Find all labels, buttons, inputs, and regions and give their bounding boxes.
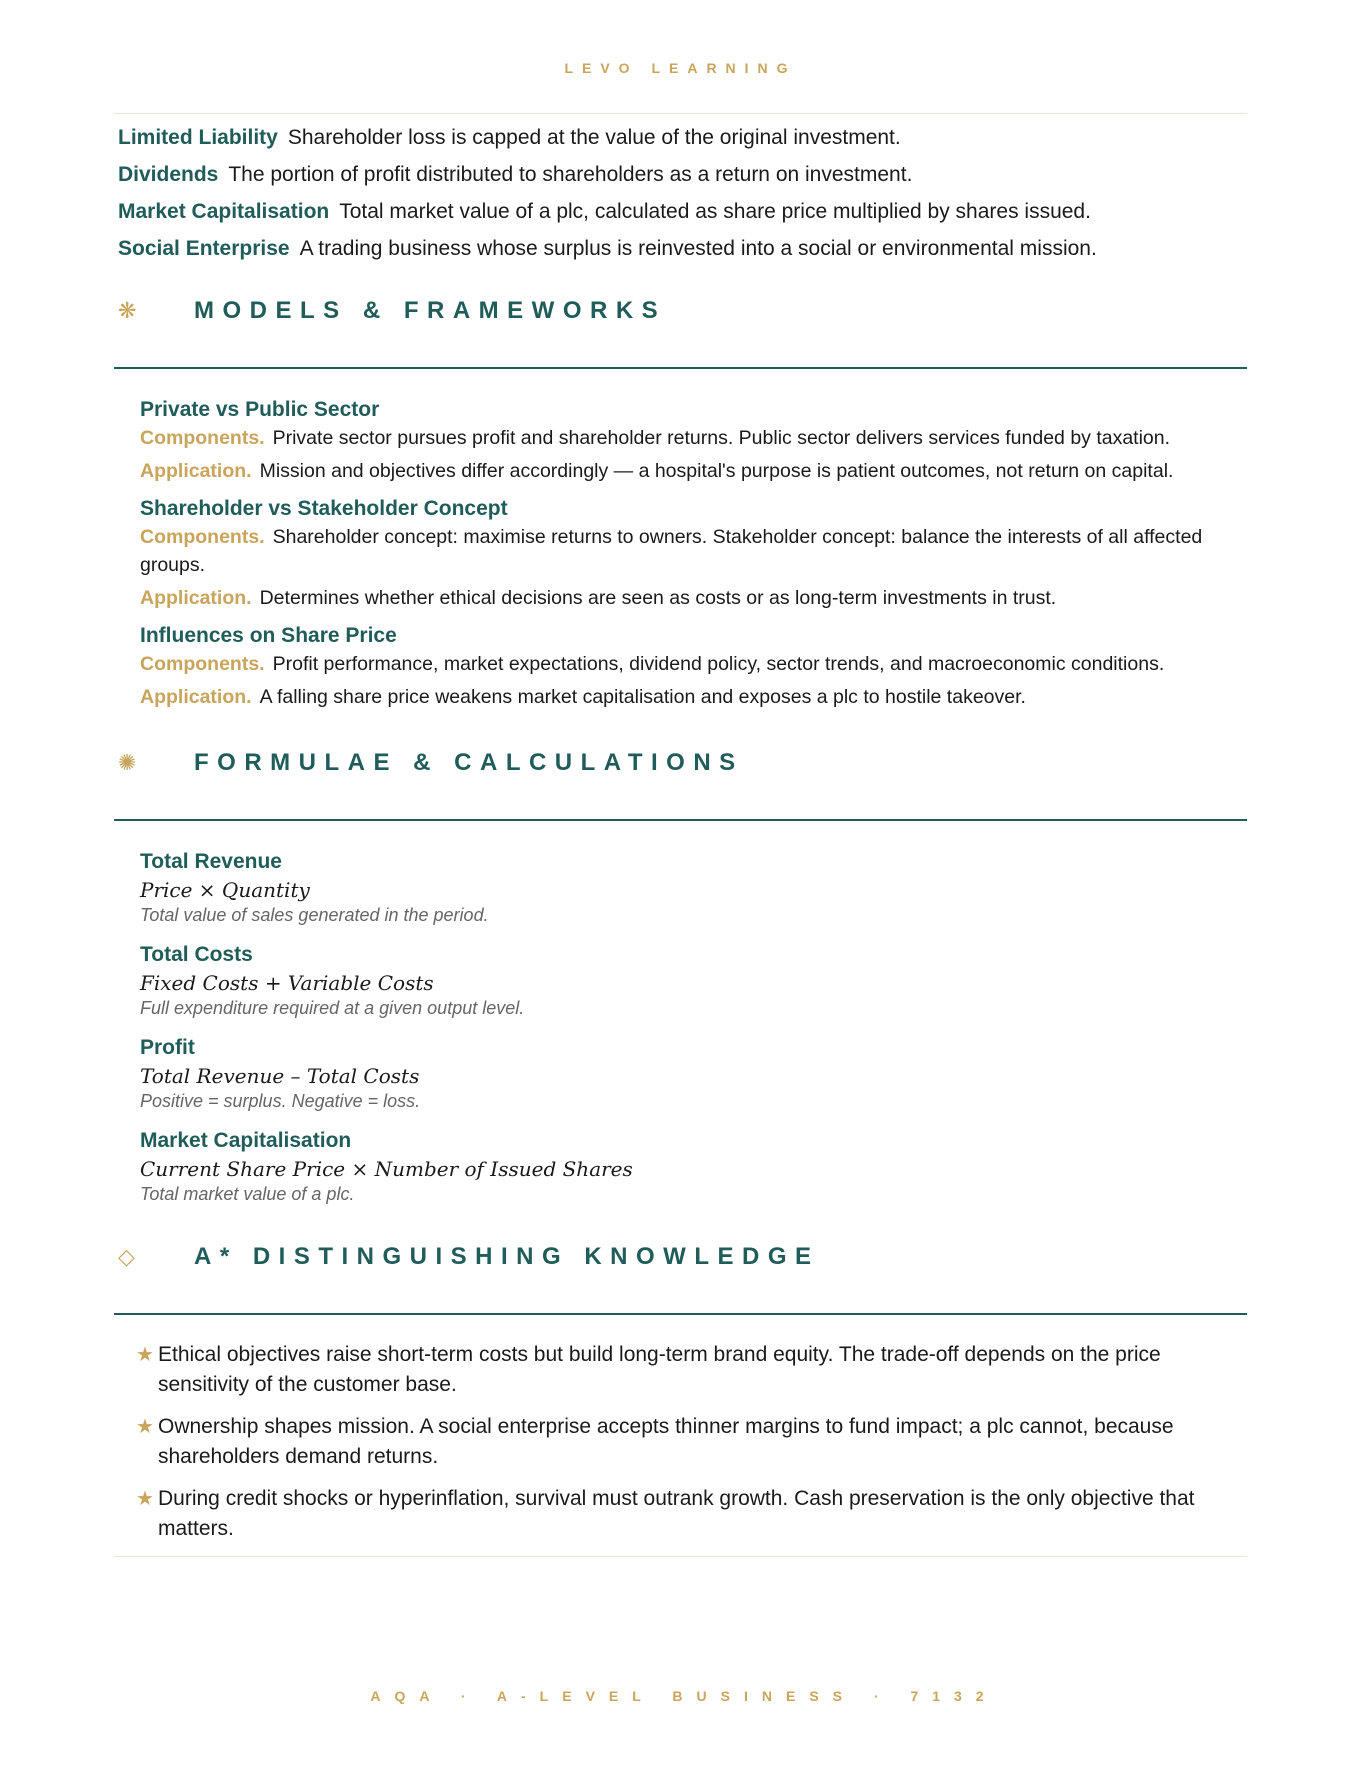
- section-divider: [114, 367, 1247, 369]
- section-divider: [114, 819, 1247, 821]
- formula-name: Total Costs: [140, 943, 253, 966]
- asterisk-icon: ❋: [118, 298, 137, 323]
- definitions-list: [114, 119, 1247, 267]
- diamond-icon: ◇: [118, 1244, 135, 1269]
- model-components: [140, 424, 1247, 452]
- star-icon: ★: [136, 1344, 154, 1366]
- components-label: Components.: [140, 526, 265, 548]
- definition-text: A trading business whose surplus is reinvested into a social or environmental mission.: [299, 237, 1097, 260]
- formulae-list: [114, 847, 1247, 1205]
- section-title: MODELS & FRAMEWORKS: [194, 297, 667, 324]
- definition-text: Shareholder loss is capped at the value of the original investment.: [287, 126, 901, 149]
- formula-note: Total value of sales generated in the period.: [140, 905, 489, 925]
- formula-expression: Price × Quantity: [140, 878, 310, 902]
- components-text: Profit performance, market expectations, dividend policy, sector trends, and macroeconomic conditions.: [272, 653, 1165, 675]
- formula-item: [114, 1033, 1247, 1112]
- model-item: [114, 396, 1247, 485]
- section-title: FORMULAE & CALCULATIONS: [194, 749, 744, 776]
- application-label: Application.: [140, 460, 252, 482]
- formula-item: [114, 847, 1247, 926]
- astar-text: Ethical objectives raise short-term costs but build long-term brand equity. The trade-off depends on the price sensitivity of the customer base.: [158, 1343, 1161, 1396]
- model-components: [140, 523, 1247, 579]
- model-components: [140, 650, 1247, 678]
- formulae-section-header: [114, 719, 1247, 831]
- model-item: [114, 622, 1247, 711]
- definition-item: [114, 193, 1247, 230]
- model-application: [140, 683, 1247, 711]
- formula-item: [114, 940, 1247, 1019]
- formula-name: Total Revenue: [140, 850, 282, 873]
- astar-item: [136, 1412, 1247, 1472]
- formula-expression: Total Revenue – Total Costs: [140, 1064, 420, 1088]
- model-application: [140, 584, 1247, 612]
- astar-list: [114, 1340, 1247, 1544]
- formula-name: Profit: [140, 1036, 195, 1059]
- definition-item: [114, 230, 1247, 267]
- formula-note: Full expenditure required at a given output level.: [140, 998, 525, 1018]
- definition-term: Limited Liability: [118, 126, 278, 149]
- formula-name: Market Capitalisation: [140, 1129, 352, 1152]
- footer-text: AQA · A-LEVEL BUSINESS · 7132: [370, 1688, 998, 1704]
- model-item: [114, 495, 1247, 612]
- astar-text: During credit shocks or hyperinflation, survival must outrank growth. Cash preservation is the only objective that matters.: [158, 1487, 1195, 1540]
- definition-term: Dividends: [118, 163, 219, 186]
- astar-section-header: [114, 1213, 1247, 1325]
- sun-icon: ✺: [118, 750, 137, 775]
- footer-divider: [114, 1556, 1247, 1557]
- header-divider: [114, 113, 1247, 114]
- formula-note: Positive = surplus. Negative = loss.: [140, 1091, 421, 1111]
- astar-item: [136, 1340, 1247, 1400]
- formula-expression: Current Share Price × Number of Issued Shares: [140, 1157, 633, 1181]
- page: [114, 0, 1247, 1557]
- components-label: Components.: [140, 653, 265, 675]
- components-text: Private sector pursues profit and shareholder returns. Public sector delivers services funded by taxation.: [272, 427, 1171, 449]
- application-label: Application.: [140, 686, 252, 708]
- application-text: Determines whether ethical decisions are seen as costs or as long-term investments in trust.: [259, 587, 1057, 609]
- formula-note: Total market value of a plc.: [140, 1184, 355, 1204]
- definition-text: The portion of profit distributed to shareholders as a return on investment.: [228, 163, 913, 186]
- definition-term: Market Capitalisation: [118, 200, 330, 223]
- definition-text: Total market value of a plc, calculated as share price multiplied by shares issued.: [339, 200, 1091, 223]
- models-section-header: [114, 267, 1247, 379]
- brand-header: LEVO LEARNING: [564, 60, 797, 76]
- application-text: Mission and objectives differ accordingly — a hospital's purpose is patient outcomes, not return on capital.: [259, 460, 1174, 482]
- astar-item: [136, 1484, 1247, 1544]
- components-label: Components.: [140, 427, 265, 449]
- components-text: Shareholder concept: maximise returns to owners. Stakeholder concept: balance the interests of all affected groups.: [140, 526, 1203, 576]
- model-title: Shareholder vs Stakeholder Concept: [140, 497, 508, 520]
- formula-expression: Fixed Costs + Variable Costs: [140, 971, 434, 995]
- definition-term: Social Enterprise: [118, 237, 290, 260]
- model-application: [140, 457, 1247, 485]
- models-list: [114, 396, 1247, 711]
- application-label: Application.: [140, 587, 252, 609]
- star-icon: ★: [136, 1416, 154, 1438]
- star-icon: ★: [136, 1488, 154, 1510]
- section-title: A* DISTINGUISHING KNOWLEDGE: [194, 1243, 820, 1270]
- model-title: Private vs Public Sector: [140, 398, 380, 421]
- definition-item: [114, 156, 1247, 193]
- definition-item: [114, 119, 1247, 156]
- section-divider: [114, 1313, 1247, 1315]
- astar-text: Ownership shapes mission. A social enterprise accepts thinner margins to fund impact; a plc cannot, because shareholders demand returns.: [158, 1415, 1174, 1468]
- model-title: Influences on Share Price: [140, 624, 397, 647]
- application-text: A falling share price weakens market capitalisation and exposes a plc to hostile takeover.: [259, 686, 1026, 708]
- formula-item: [114, 1126, 1247, 1205]
